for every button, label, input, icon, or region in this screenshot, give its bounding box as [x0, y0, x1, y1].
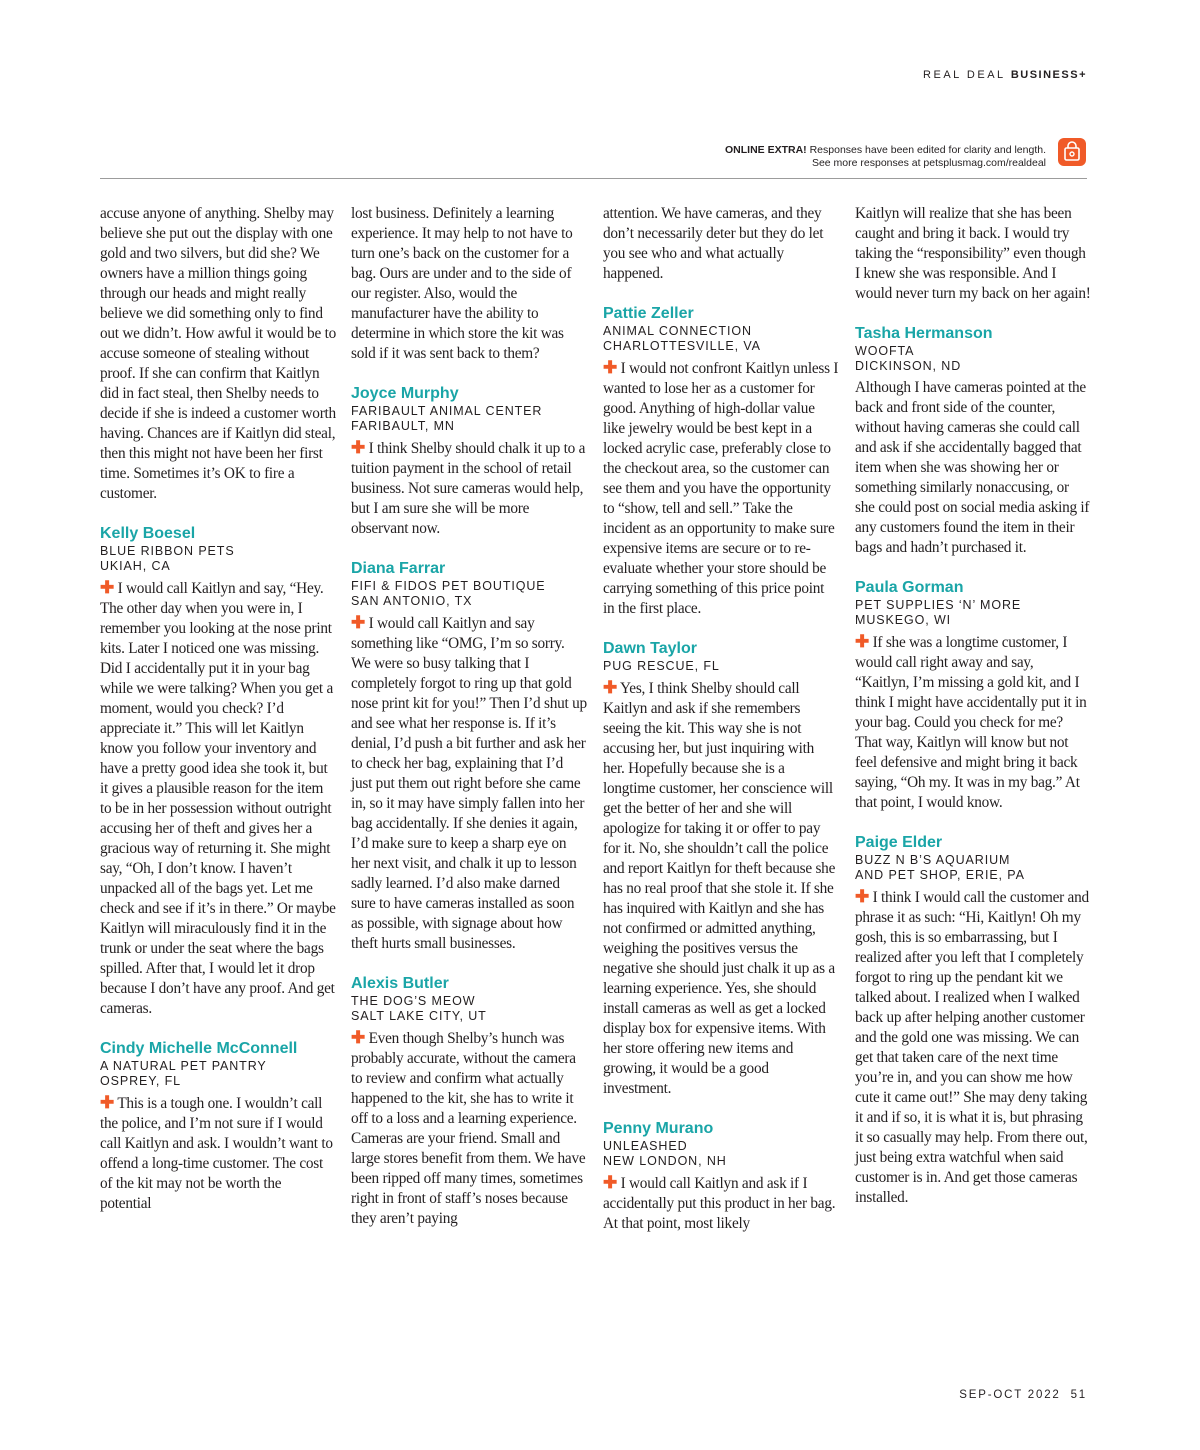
business-name: UNLEASHED NEW LONDON, NH: [603, 1139, 727, 1168]
response-joyce-murphy: [351, 384, 587, 539]
business-name: THE DOG’S MEOW SALT LAKE CITY, UT: [351, 994, 487, 1023]
online-extra-note: [486, 144, 1046, 170]
response-text: ✚ I would call Kaitlyn and ask if I accidentally put this product in her bag. At that point, most likely: [603, 1173, 836, 1232]
response-text: ✚ I think Shelby should chalk it up to a tuition payment in the school of retail business. Not sure cameras would help, but I am sure she will be more observant now.: [351, 438, 586, 537]
response-diana-farrar: [351, 559, 587, 954]
shopping-bag-icon: [1058, 138, 1086, 166]
respondent-name: Paige Elder: [855, 834, 943, 851]
plus-icon: ✚: [351, 613, 365, 632]
brand-label: BUSINESS+: [1010, 69, 1087, 81]
continued-text: Kaitlyn will realize that she has been caught and bring it back. I would try taking the “responsibility” even though I knew she was responsible. And I would never turn my back on her again!: [855, 205, 1091, 302]
business-name: BUZZ N B’S AQUARIUM AND PET SHOP, ERIE, PA: [855, 853, 1025, 882]
response-paula-gorman: [855, 578, 1091, 813]
business-name: ANIMAL CONNECTION CHARLOTTESVILLE, VA: [603, 324, 761, 353]
column-1: [100, 204, 336, 1214]
plus-icon: ✚: [603, 678, 617, 697]
response-text: ✚ I would not confront Kaitlyn unless I wanted to lose her as a customer for good. Anything of high-dollar value like jewelry would be best kept in a locked acrylic case, preferably close to the checkout area, so the customer can see them and you have the opportunity to “show, tell and sell.” Take the incident as an opportunity to make sure expensive items are secure or to re-evaluate whether your store should be carrying something of this price point in the first place.: [603, 358, 839, 617]
plus-icon: ✚: [855, 632, 869, 651]
respondent-name: Dawn Taylor: [603, 640, 697, 657]
response-dawn-taylor: [603, 639, 839, 1099]
plus-icon: ✚: [100, 1093, 114, 1112]
plus-icon: ✚: [100, 578, 114, 597]
respondent-name: Diana Farrar: [351, 560, 446, 577]
business-name: PUG RESCUE, FL: [603, 659, 720, 673]
response-alexis-butler: [351, 974, 587, 1229]
response-pattie-zeller: [603, 304, 839, 619]
business-name: WOOFTA DICKINSON, ND: [855, 344, 962, 373]
respondent-name: Kelly Boesel: [100, 525, 196, 542]
response-text: ✚ Yes, I think Shelby should call Kaitlyn and ask if she remembers seeing the kit. This way she is not accusing her, but just inquiring with her. Hopefully because she is a longtime customer, her conscience will get the better of her and she will apologize for taking it or offer to pay for it. No, she shouldn’t call the police and report Kaitlyn for theft because she has no real proof that she stole it. If she has inquired with Kaitlyn and she has not confirmed or admitted anything, weighing the positives versus the negative she should just chalk it up as a learning experience. Yes, she should install cameras as well as get a locked display box for expensive items. With her store offering new items and growing, it would be a good investment.: [603, 678, 836, 1097]
column-4: [855, 204, 1091, 1208]
plus-icon: ✚: [351, 438, 365, 457]
respondent-name: Paula Gorman: [855, 579, 964, 596]
response-text: ✚ This is a tough one. I wouldn’t call the police, and I’m not sure if I would call Kaitlyn and ask. I wouldn’t want to offend a long-time customer. The cost of the kit may not be worth the potential: [100, 1093, 333, 1212]
page-footer: [959, 1389, 1087, 1401]
continued-text: accuse anyone of anything. Shelby may believe she put out the display with one gold and two silvers, but did she? We owners have a million things going through our heads and might really believe we did something only to find out we didn’t. How awful it would be to accuse someone of stealing without proof. If she can confirm that Kaitlyn did in fact steal, then Shelby needs to decide if she is indeed a customer worth having. Chances are if Kaitlyn did steal, then this might not have been her first time. Sometimes it’s OK to fire a customer.: [100, 205, 336, 502]
plus-icon: ✚: [603, 1173, 617, 1192]
response-cindy-michelle-mcconnell: [100, 1039, 336, 1214]
respondent-name: Cindy Michelle McConnell: [100, 1040, 298, 1057]
online-extra-label: ONLINE EXTRA!: [725, 144, 807, 156]
section-label: REAL DEAL: [923, 69, 1006, 81]
continued-text: attention. We have cameras, and they don’t necessarily deter but they do let you see who and what actually happened.: [603, 205, 824, 282]
column-2: [351, 204, 587, 1229]
response-text: ✚ I think I would call the customer and phrase it as such: “Hi, Kaitlyn! Oh my gosh, this is so embarrassing, but I realized after you left that I completely forgot to ring up the pendant kit we talked about. I realized when I walked back up after helping another customer and the gold one was missing. We can get that taken care of the next time you’re in, and you can show me how cute it came out!” She may deny taking it and if so, it is what it is, but phrasing it so casually may help. From there out, just being extra watchful when said customer is in. And get those cameras installed.: [855, 887, 1089, 1206]
business-name: PET SUPPLIES ‘N’ MORE MUSKEGO, WI: [855, 598, 1022, 627]
response-text: ✚ Even though Shelby’s hunch was probably accurate, without the camera to review and confirm what actually happened to the kit, she has to write it off to a loss and a learning experience. Cameras are your friend. Small and large stores benefit from them. We have been ripped off many times, sometimes right in front of staff’s noses because they aren’t paying: [351, 1028, 586, 1227]
business-name: FARIBAULT ANIMAL CENTER FARIBAULT, MN: [351, 404, 543, 433]
online-extra-more-link[interactable]: See more responses at petsplusmag.com/realdeal: [811, 157, 1046, 169]
business-name: BLUE RIBBON PETS UKIAH, CA: [100, 544, 235, 573]
business-name: A NATURAL PET PANTRY OSPREY, FL: [100, 1059, 267, 1088]
response-text: ✚ If she was a longtime customer, I would call right away and say, “Kaitlyn, I’m missing a gold kit, and I think I might have accidentally put it in your bag. Could you check for me? That way, Kaitlyn will know but not feel defensive and might bring it back saying, “Oh my. It was in my bag.” At that point, I would know.: [855, 632, 1087, 811]
issue-date: SEP-OCT 2022: [959, 1389, 1061, 1401]
column-3: [603, 204, 839, 1234]
response-text: Although I have cameras pointed at the back and front side of the counter, without having cameras she could call and ask if she accidentally bagged that item when she was showing her or something similarly nonaccusing, or she could post on social media asking if any customers found the item in their bags and hadn’t purchased it.: [855, 379, 1090, 556]
plus-icon: ✚: [351, 1028, 365, 1047]
response-text: ✚ I would call Kaitlyn and say, “Hey. The other day when you were in, I remember you looking at the nose print kits. Later I noticed one was missing. Did I accidentally put it in your bag while we were talking? When you get a moment, would you check? I’d appreciate it.” This will let Kaitlyn know you follow your inventory and have a pretty good idea she took it, but it gives a plausible reason for the item to be in her possession without outright accusing her of theft and gives her a gracious way of returning it. She might say, “Oh, I don’t know. I haven’t unpacked all of the bags yet. Let me check and see if it’s in there.” Or maybe Kaitlyn will miraculously find it in the trunk or under the seat where the bags spilled. After that, I would let it drop because I don’t have any proof. And get cameras.: [100, 578, 336, 1017]
page-number: 51: [1070, 1389, 1087, 1401]
online-extra-note-text: Responses have been edited for clarity and length.: [809, 144, 1046, 156]
continued-text: lost business. Definitely a learning experience. It may help to not have to turn one’s back on the customer for a bag. Ours are under and to the side of our register. Also, would the manufacturer have the ability to determine in which store the kit was sold if it was sent back to them?: [351, 205, 573, 362]
plus-icon: ✚: [855, 887, 869, 906]
header-divider: [100, 178, 1087, 179]
plus-icon: ✚: [603, 358, 617, 377]
response-text: ✚ I would call Kaitlyn and say something like “OMG, I’m so sorry. We were so busy talking that I completely forgot to ring up that gold nose print kit for you!” Then I’d shut up and see what her response is. If it’s denial, I’d push a bit further and ask her to check her bag, explaining that I’d just put them out right before she came in, so it may have simply fallen into her bag accidentally. If she denies it again, I’d make sure to keep a sharp eye on her next visit, and chalk it up to lesson sadly learned. I’d also make darned sure to have cameras installed as soon as possible, with signage about how theft hurts small businesses.: [351, 613, 587, 952]
response-paige-elder: [855, 833, 1091, 1208]
response-penny-murano: [603, 1119, 839, 1234]
respondent-name: Pattie Zeller: [603, 305, 694, 322]
response-tasha-hermanson: [855, 324, 1091, 558]
respondent-name: Tasha Hermanson: [855, 325, 993, 342]
response-kelly-boesel: [100, 524, 336, 1019]
respondent-name: Penny Murano: [603, 1120, 714, 1137]
respondent-name: Alexis Butler: [351, 975, 449, 992]
respondent-name: Joyce Murphy: [351, 385, 459, 402]
section-header: [923, 69, 1087, 81]
business-name: FIFI & FIDOS PET BOUTIQUE SAN ANTONIO, TX: [351, 579, 546, 608]
